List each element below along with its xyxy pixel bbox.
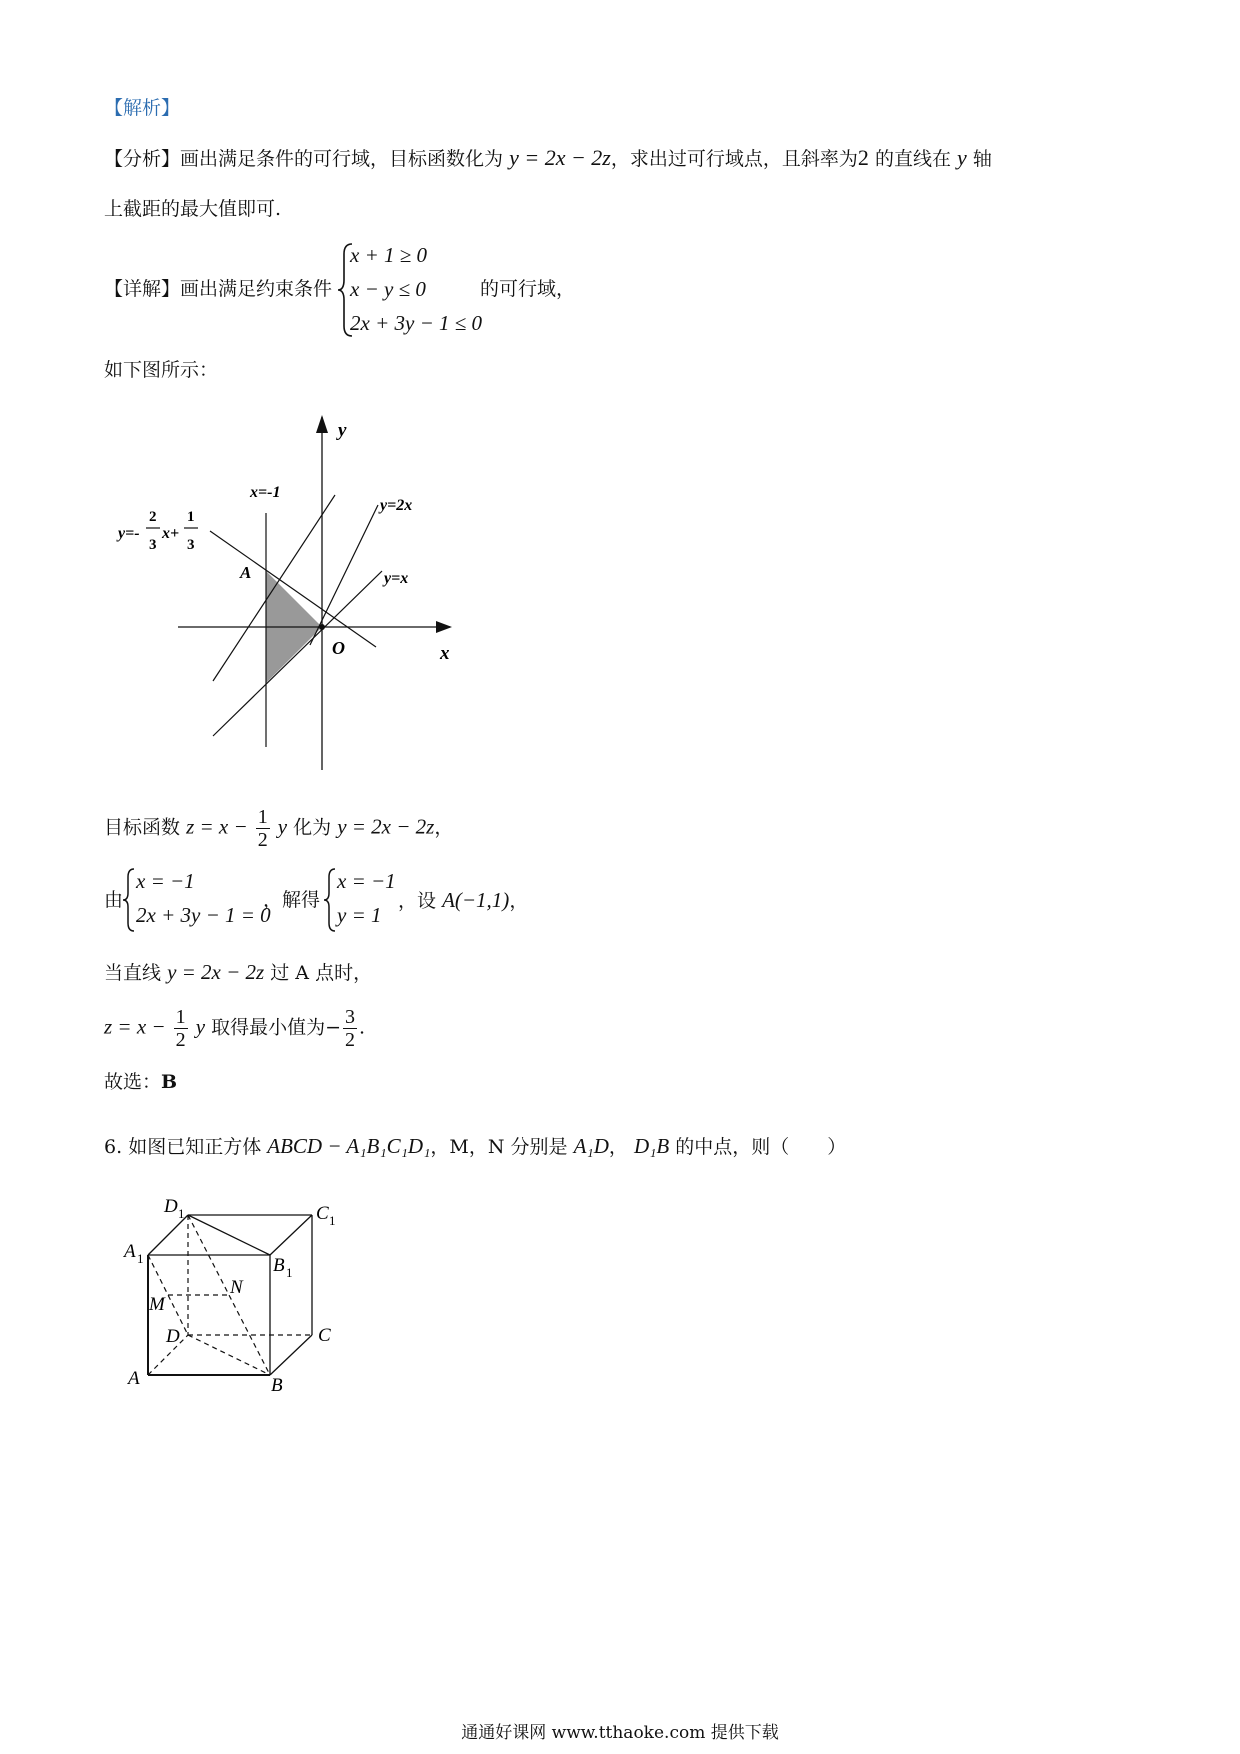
label-b1: B — [273, 1255, 285, 1276]
y-axis-arrow — [316, 415, 328, 433]
solve-system-1 — [136, 864, 271, 932]
label-line3-mid: x+ — [162, 525, 180, 542]
label-c: C — [318, 1325, 331, 1346]
analysis-formula: y = 2x − 2z — [509, 145, 611, 170]
constraint-1: x + 1 ≥ 0 — [350, 243, 428, 267]
solve-sys2-eq2: y = 1 — [337, 903, 382, 927]
q6-number: 6. — [104, 1136, 123, 1158]
analysis-label: 【分析】 — [104, 148, 181, 170]
label-m: M — [149, 1294, 165, 1315]
target-var: y — [277, 814, 288, 839]
target-rhs: y = 2x − 2z — [337, 814, 435, 839]
label-line3-num2: 1 — [187, 509, 195, 525]
target-frac-den: 2 — [257, 829, 268, 851]
analysis-slope: 2 — [857, 145, 869, 170]
line-y-x — [213, 571, 382, 736]
target-line — [104, 806, 453, 851]
q6-seg1: A₁D — [573, 1134, 609, 1158]
detail-text-1: 画出满足约束条件 — [180, 278, 333, 300]
solve-end: ， — [509, 890, 529, 912]
label-line3-den1: 3 — [149, 537, 157, 553]
min-fraction — [174, 1006, 188, 1051]
cube-figure — [120, 1185, 360, 1400]
label-a: A — [128, 1368, 140, 1389]
diag-d-b — [188, 1335, 270, 1375]
analysis-line-2: 上截距的最大值即可. — [104, 198, 282, 220]
constraint-system — [350, 238, 482, 340]
edge-b-c — [270, 1335, 312, 1375]
min-res-num: 3 — [344, 1006, 355, 1028]
min-text: 取得最小值为− — [211, 1016, 341, 1039]
analysis-text-2: ，求出过可行域点，且斜率为 — [610, 148, 858, 170]
label-line3-prefix: y=- — [118, 525, 140, 542]
q6-cube: ABCD − A₁B₁C₁D₁ — [267, 1134, 431, 1158]
x-axis-arrow — [436, 621, 452, 633]
label-b1-sub: 1 — [286, 1265, 293, 1280]
target-fraction — [256, 806, 270, 851]
label-n: N — [230, 1277, 243, 1298]
analysis-paragraph — [104, 146, 992, 171]
min-frac-den: 2 — [175, 1029, 186, 1051]
edge-a1-d1 — [148, 1215, 188, 1255]
detail-intro — [104, 277, 332, 301]
target-frac-num: 1 — [257, 806, 268, 828]
label-a1: A — [124, 1241, 136, 1262]
answer-label: 故选： — [104, 1071, 162, 1093]
solve-system-2 — [337, 864, 396, 932]
detail-text-2: 的可行域， — [480, 278, 576, 300]
target-lhs: z = x − — [186, 814, 248, 839]
when-line — [104, 960, 372, 985]
y-axis-label: y — [338, 420, 347, 441]
label-c1-sub: 1 — [329, 1213, 336, 1228]
analysis-text-1: 画出满足条件的可行域，目标函数化为 — [180, 148, 504, 170]
point-a-label: A — [240, 563, 252, 582]
analysis-text-4: 轴 — [972, 148, 992, 170]
label-y-2x: y=2x — [380, 497, 413, 514]
solve-brace-2 — [322, 866, 338, 934]
min-result-fraction — [343, 1006, 357, 1051]
x-axis-label: x — [440, 643, 450, 664]
analysis-axis: y — [957, 145, 967, 170]
min-var: y — [195, 1014, 206, 1039]
target-text-3: ， — [434, 816, 454, 839]
solve-you: 由 — [104, 889, 124, 911]
label-x-neg1: x=-1 — [250, 484, 281, 501]
label-a1-sub: 1 — [137, 1251, 144, 1266]
solve-sys1-eq1: x = −1 — [136, 869, 195, 893]
detail-label: 【详解】 — [104, 278, 181, 300]
target-text-1: 目标函数 — [104, 816, 181, 839]
answer-value: B — [161, 1071, 178, 1093]
q6-sep: ， — [608, 1136, 628, 1158]
when-text-2: 过 A 点时， — [270, 962, 373, 984]
min-frac-num: 1 — [175, 1006, 186, 1028]
analysis-text-3: 的直线在 — [874, 148, 951, 170]
question-6 — [104, 1134, 846, 1159]
solve-set: ，设 — [398, 890, 437, 912]
q6-seg2: D₁B — [633, 1134, 670, 1158]
solve-sys2-eq1: x = −1 — [337, 869, 396, 893]
feasible-region-graph — [110, 405, 470, 780]
min-end: . — [358, 1016, 366, 1039]
min-res-den: 2 — [344, 1029, 355, 1051]
solve-point: A(−1,1) — [442, 888, 510, 912]
solve-tail — [398, 888, 528, 913]
edge-b1-c1 — [270, 1215, 312, 1255]
solve-sys1-eq2: 2x + 3y − 1 = 0 — [136, 903, 271, 927]
label-d1: D — [164, 1196, 178, 1217]
label-line3-num1: 2 — [149, 509, 157, 525]
label-line3-den2: 3 — [187, 537, 195, 553]
when-formula: y = 2x − 2z — [167, 960, 265, 984]
q6-text-3: 的中点，则（ ） — [675, 1136, 847, 1158]
label-d: D — [166, 1326, 180, 1347]
diag-d1-b1 — [188, 1215, 270, 1255]
when-text-1: 当直线 — [104, 962, 162, 984]
min-lhs: z = x − — [104, 1014, 166, 1039]
constraint-2: x − y ≤ 0 — [350, 277, 426, 301]
as-shown-text: 如下图所示： — [104, 359, 219, 381]
label-b: B — [271, 1375, 283, 1396]
label-c1: C — [316, 1203, 329, 1224]
constraint-3: 2x + 3y − 1 ≤ 0 — [350, 311, 483, 335]
answer-line — [104, 1070, 177, 1094]
label-d1-sub: 1 — [178, 1206, 185, 1221]
footer-text: 通通好课网 www.tthaoke.com 提供下载 — [461, 1723, 779, 1743]
solve-mid: ，解得 — [263, 889, 321, 911]
solve-brace-1 — [121, 866, 137, 934]
min-line — [104, 1006, 365, 1051]
label-y-x: y=x — [384, 570, 409, 587]
target-text-2: 化为 — [293, 816, 332, 839]
origin-label: O — [332, 638, 345, 658]
origin-dot — [319, 624, 325, 630]
q6-text-1: 如图已知正方体 — [128, 1136, 262, 1158]
q6-text-2: ，M，N 分别是 — [430, 1136, 568, 1158]
analysis-heading: 【解析】 — [104, 97, 181, 119]
